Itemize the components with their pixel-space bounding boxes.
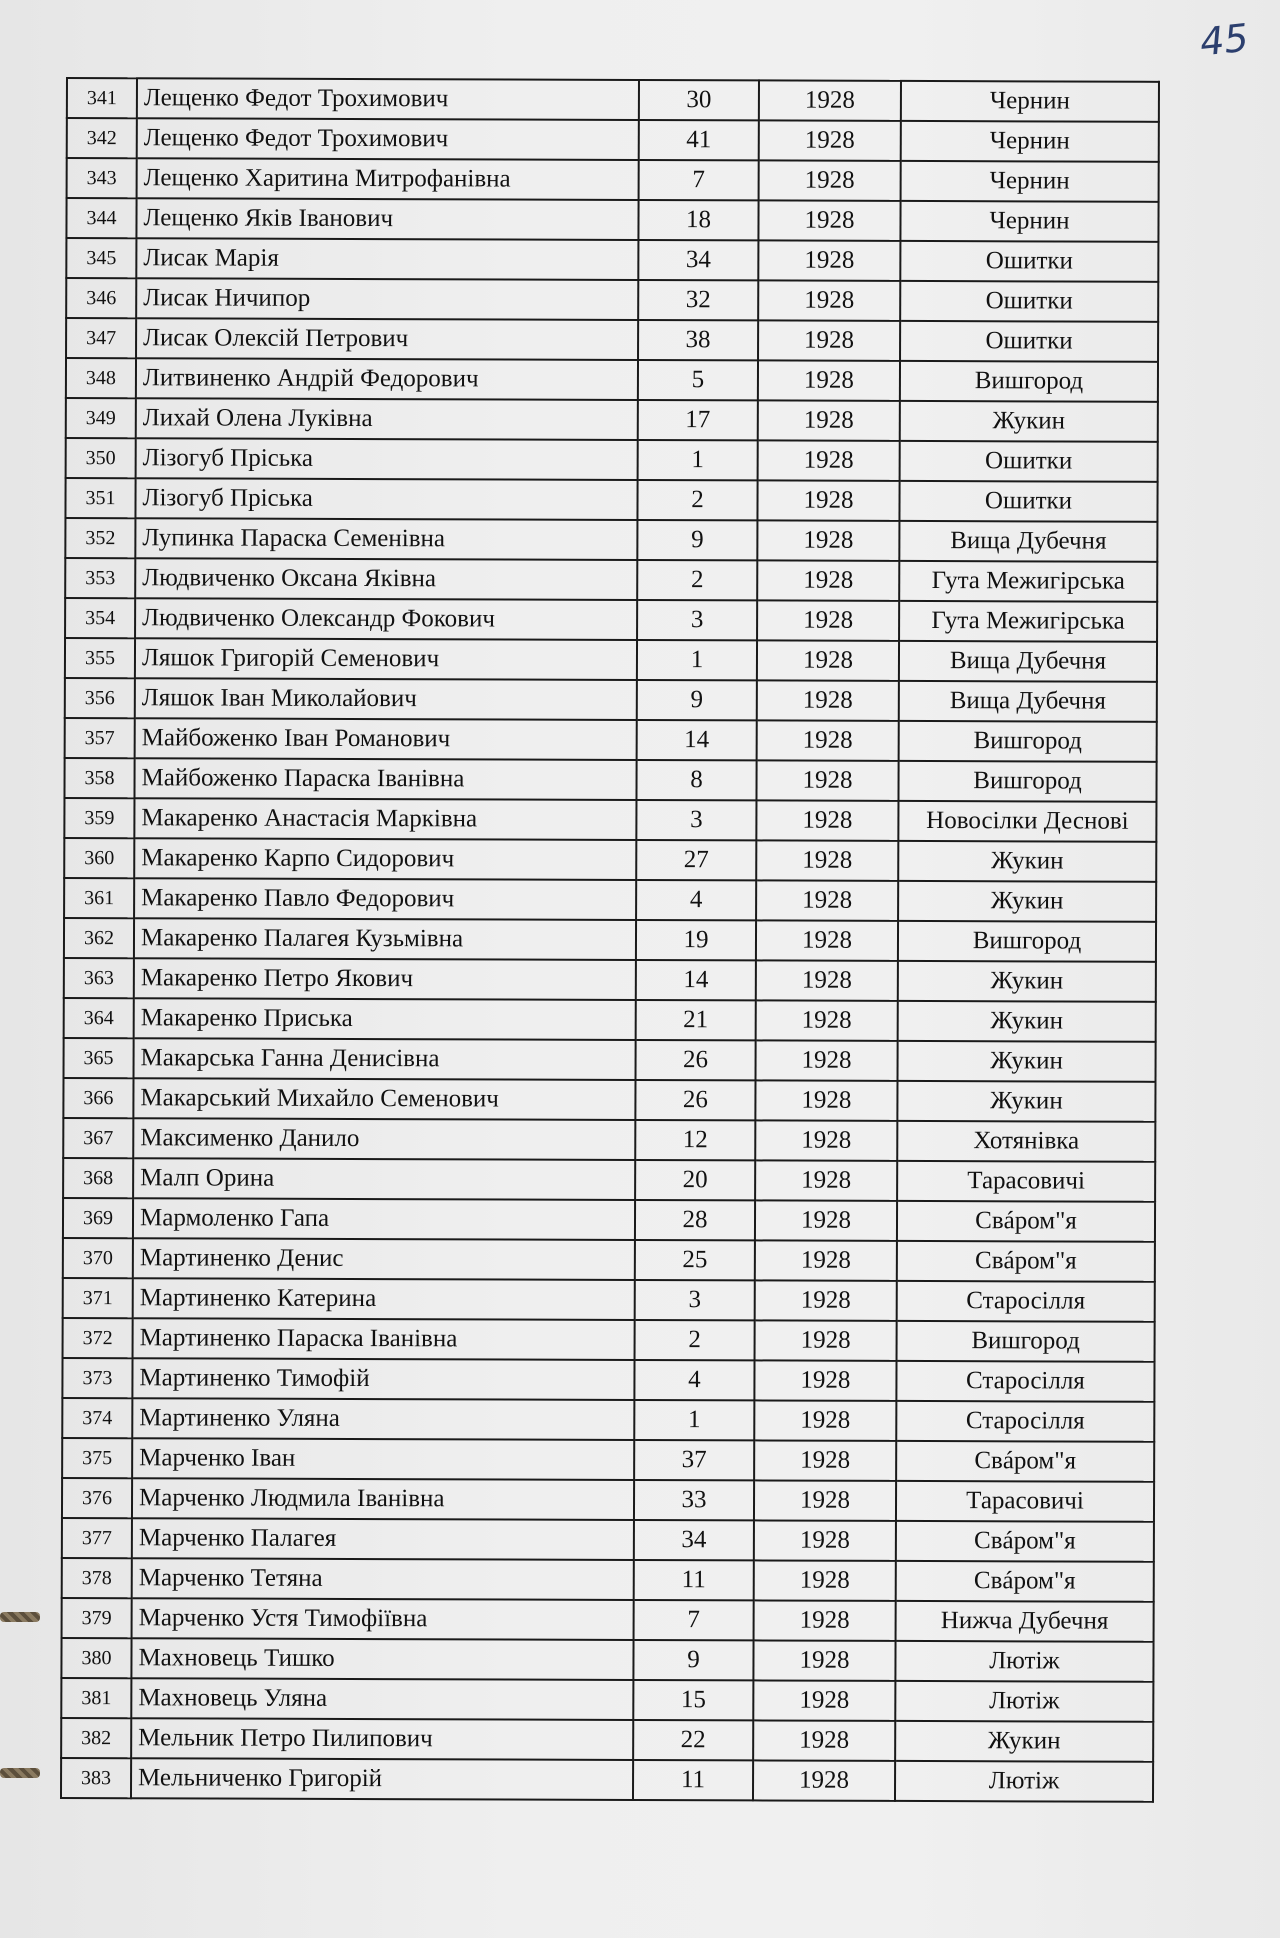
table-row xyxy=(62,1438,1154,1482)
records-table xyxy=(60,77,1160,1803)
age-value: 15 xyxy=(633,1680,753,1720)
age-value: 17 xyxy=(638,400,758,440)
person-name: Марченко Тетяна xyxy=(132,1558,634,1600)
year-value: 1928 xyxy=(755,1320,897,1360)
person-name: Максименко Данило xyxy=(133,1118,635,1160)
age-value: 21 xyxy=(636,1000,756,1040)
year-value: 1928 xyxy=(754,1600,896,1640)
person-name: Людвиченко Оксана Яківна xyxy=(135,558,637,600)
person-name: Марченко Устя Тимофіївна xyxy=(132,1598,634,1640)
table-row xyxy=(64,758,1156,802)
age-value: 12 xyxy=(635,1120,755,1160)
age-value: 34 xyxy=(634,1520,754,1560)
place-name: Вишгород xyxy=(900,361,1158,402)
year-value: 1928 xyxy=(757,600,899,640)
table-row xyxy=(62,1478,1154,1522)
year-value: 1928 xyxy=(756,1000,898,1040)
age-value: 25 xyxy=(635,1240,755,1280)
year-value: 1928 xyxy=(754,1560,896,1600)
table-row xyxy=(65,478,1157,522)
row-number: 369 xyxy=(63,1198,133,1238)
row-number: 373 xyxy=(62,1358,132,1398)
place-name: Ошитки xyxy=(899,481,1157,522)
row-number: 370 xyxy=(63,1238,133,1278)
person-name: Лихай Олена Луківна xyxy=(136,398,638,440)
place-name: Жукин xyxy=(898,1001,1156,1042)
place-name: Лютіж xyxy=(895,1641,1153,1682)
row-number: 363 xyxy=(64,958,134,998)
place-name: Жукин xyxy=(898,881,1156,922)
place-name: Жукин xyxy=(897,1081,1155,1122)
table-row xyxy=(62,1558,1154,1602)
row-number: 348 xyxy=(66,358,136,398)
person-name: Майбоженко Параска Іванівна xyxy=(134,758,636,800)
person-name: Лещенко Федот Трохимович xyxy=(137,118,639,160)
row-number: 379 xyxy=(62,1598,132,1638)
table-row xyxy=(66,198,1158,242)
year-value: 1928 xyxy=(756,880,898,920)
row-number: 383 xyxy=(61,1758,131,1798)
page-number: 45 xyxy=(1197,15,1251,65)
place-name: Ошитки xyxy=(900,321,1158,362)
binding-string xyxy=(0,1612,40,1622)
person-name: Марченко Іван xyxy=(132,1438,634,1480)
table-row xyxy=(61,1638,1153,1682)
binding-string xyxy=(0,1768,40,1778)
row-number: 341 xyxy=(67,78,137,118)
year-value: 1928 xyxy=(755,1080,897,1120)
year-value: 1928 xyxy=(757,640,899,680)
person-name: Махновець Тишко xyxy=(131,1638,633,1680)
row-number: 356 xyxy=(65,678,135,718)
age-value: 34 xyxy=(638,240,758,280)
row-number: 347 xyxy=(66,318,136,358)
age-value: 4 xyxy=(634,1360,754,1400)
age-value: 2 xyxy=(637,480,757,520)
table-row xyxy=(65,718,1157,762)
year-value: 1928 xyxy=(756,760,898,800)
year-value: 1928 xyxy=(754,1360,896,1400)
row-number: 350 xyxy=(66,438,136,478)
year-value: 1928 xyxy=(758,400,900,440)
place-name: Жукин xyxy=(898,961,1156,1002)
records-table-body xyxy=(61,78,1159,1802)
table-row xyxy=(63,1198,1155,1242)
person-name: Макаренко Павло Федорович xyxy=(134,878,636,920)
age-value: 3 xyxy=(636,800,756,840)
row-number: 374 xyxy=(62,1398,132,1438)
person-name: Мартиненко Параска Іванівна xyxy=(133,1318,635,1360)
table-row xyxy=(61,1758,1153,1802)
row-number: 345 xyxy=(66,238,136,278)
place-name: Вишгород xyxy=(897,1321,1155,1362)
age-value: 26 xyxy=(636,1040,756,1080)
row-number: 382 xyxy=(61,1718,131,1758)
person-name: Макарська Ганна Денисівна xyxy=(134,1038,636,1080)
row-number: 381 xyxy=(61,1678,131,1718)
age-value: 30 xyxy=(639,80,759,120)
table-row xyxy=(64,958,1156,1002)
place-name: Свáром"я xyxy=(896,1521,1154,1562)
table-row xyxy=(64,918,1156,962)
year-value: 1928 xyxy=(757,720,899,760)
table-row xyxy=(65,638,1157,682)
person-name: Лізогуб Пріська xyxy=(136,438,638,480)
year-value: 1928 xyxy=(755,1160,897,1200)
person-name: Мартиненко Тимофій xyxy=(132,1358,634,1400)
table-row xyxy=(64,878,1156,922)
year-value: 1928 xyxy=(754,1480,896,1520)
person-name: Мартиненко Денис xyxy=(133,1238,635,1280)
person-name: Ляшок Григорій Семенович xyxy=(135,638,637,680)
row-number: 366 xyxy=(63,1078,133,1118)
age-value: 38 xyxy=(638,320,758,360)
table-row xyxy=(66,278,1158,322)
age-value: 3 xyxy=(637,600,757,640)
table-row xyxy=(66,238,1158,282)
person-name: Махновець Уляна xyxy=(131,1678,633,1720)
table-row xyxy=(64,838,1156,882)
table-row xyxy=(63,1278,1155,1322)
place-name: Вишгород xyxy=(899,721,1157,762)
table-row xyxy=(62,1598,1154,1642)
row-number: 380 xyxy=(61,1638,131,1678)
row-number: 357 xyxy=(65,718,135,758)
year-value: 1928 xyxy=(757,520,899,560)
place-name: Гута Межигірська xyxy=(899,561,1157,602)
table-row xyxy=(65,678,1157,722)
place-name: Ошитки xyxy=(900,441,1158,482)
person-name: Лещенко Харитина Митрофанівна xyxy=(137,158,639,200)
table-row xyxy=(61,1678,1153,1722)
table-row xyxy=(66,398,1158,442)
place-name: Гута Межигірська xyxy=(899,601,1157,642)
row-number: 362 xyxy=(64,918,134,958)
place-name: Тарасовичі xyxy=(897,1161,1155,1202)
row-number: 376 xyxy=(62,1478,132,1518)
row-number: 344 xyxy=(66,198,136,238)
age-value: 18 xyxy=(638,200,758,240)
place-name: Лютіж xyxy=(895,1761,1153,1802)
row-number: 353 xyxy=(65,558,135,598)
age-value: 14 xyxy=(637,720,757,760)
place-name: Жукин xyxy=(900,401,1158,442)
table-row xyxy=(65,558,1157,602)
age-value: 22 xyxy=(633,1720,753,1760)
age-value: 11 xyxy=(633,1760,753,1800)
row-number: 378 xyxy=(62,1558,132,1598)
row-number: 359 xyxy=(64,798,134,838)
year-value: 1928 xyxy=(754,1440,896,1480)
table-row xyxy=(62,1518,1154,1562)
age-value: 3 xyxy=(635,1280,755,1320)
place-name: Старосілля xyxy=(896,1401,1154,1442)
row-number: 367 xyxy=(63,1118,133,1158)
row-number: 371 xyxy=(63,1278,133,1318)
year-value: 1928 xyxy=(753,1680,895,1720)
person-name: Макаренко Приська xyxy=(134,998,636,1040)
place-name: Свáром"я xyxy=(896,1561,1154,1602)
person-name: Макаренко Палагея Кузьмівна xyxy=(134,918,636,960)
person-name: Мартиненко Катерина xyxy=(133,1278,635,1320)
row-number: 365 xyxy=(64,1038,134,1078)
person-name: Майбоженко Іван Романович xyxy=(135,718,637,760)
place-name: Вишгород xyxy=(898,761,1156,802)
year-value: 1928 xyxy=(757,560,899,600)
row-number: 355 xyxy=(65,638,135,678)
row-number: 372 xyxy=(63,1318,133,1358)
age-value: 7 xyxy=(634,1600,754,1640)
table-row xyxy=(63,1318,1155,1362)
place-name: Старосілля xyxy=(896,1361,1154,1402)
year-value: 1928 xyxy=(753,1720,895,1760)
person-name: Мармоленко Гапа xyxy=(133,1198,635,1240)
place-name: Лютіж xyxy=(895,1681,1153,1722)
person-name: Лисак Ничипор xyxy=(136,278,638,320)
table-row xyxy=(66,358,1158,402)
row-number: 377 xyxy=(62,1518,132,1558)
place-name: Свáром"я xyxy=(897,1201,1155,1242)
table-row xyxy=(64,1038,1156,1082)
age-value: 2 xyxy=(637,560,757,600)
table-row xyxy=(67,78,1159,122)
year-value: 1928 xyxy=(756,840,898,880)
year-value: 1928 xyxy=(758,280,900,320)
table-row xyxy=(62,1398,1154,1442)
year-value: 1928 xyxy=(758,440,900,480)
row-number: 342 xyxy=(67,118,137,158)
place-name: Вища Дубечня xyxy=(899,521,1157,562)
year-value: 1928 xyxy=(755,1200,897,1240)
row-number: 368 xyxy=(63,1158,133,1198)
person-name: Лисак Олексій Петрович xyxy=(136,318,638,360)
year-value: 1928 xyxy=(755,1240,897,1280)
year-value: 1928 xyxy=(753,1640,895,1680)
row-number: 360 xyxy=(64,838,134,878)
person-name: Марченко Людмила Іванівна xyxy=(132,1478,634,1520)
age-value: 28 xyxy=(635,1200,755,1240)
table-row xyxy=(63,1118,1155,1162)
year-value: 1928 xyxy=(755,1120,897,1160)
place-name: Новосілки Деснові xyxy=(898,801,1156,842)
person-name: Лізогуб Пріська xyxy=(135,478,637,520)
table-row xyxy=(66,318,1158,362)
age-value: 33 xyxy=(634,1480,754,1520)
person-name: Мартиненко Уляна xyxy=(132,1398,634,1440)
place-name: Вища Дубечня xyxy=(899,681,1157,722)
year-value: 1928 xyxy=(759,120,901,160)
table-row xyxy=(61,1718,1153,1762)
person-name: Лисак Марія xyxy=(136,238,638,280)
year-value: 1928 xyxy=(758,320,900,360)
place-name: Ошитки xyxy=(900,281,1158,322)
age-value: 7 xyxy=(639,160,759,200)
person-name: Макарський Михайло Семенович xyxy=(133,1078,635,1120)
age-value: 9 xyxy=(637,680,757,720)
age-value: 1 xyxy=(634,1400,754,1440)
year-value: 1928 xyxy=(754,1400,896,1440)
person-name: Лупинка Параска Семенівна xyxy=(135,518,637,560)
year-value: 1928 xyxy=(759,80,901,120)
year-value: 1928 xyxy=(756,960,898,1000)
place-name: Жукин xyxy=(895,1721,1153,1762)
age-value: 11 xyxy=(634,1560,754,1600)
row-number: 346 xyxy=(66,278,136,318)
year-value: 1928 xyxy=(754,1520,896,1560)
age-value: 19 xyxy=(636,920,756,960)
place-name: Ошитки xyxy=(900,241,1158,282)
person-name: Макаренко Карпо Сидорович xyxy=(134,838,636,880)
age-value: 20 xyxy=(635,1160,755,1200)
place-name: Вища Дубечня xyxy=(899,641,1157,682)
place-name: Чернин xyxy=(901,161,1159,202)
year-value: 1928 xyxy=(757,680,899,720)
person-name: Макаренко Анастасія Марківна xyxy=(134,798,636,840)
person-name: Лещенко Федот Трохимович xyxy=(137,78,639,120)
table-row xyxy=(63,1078,1155,1122)
table-row xyxy=(66,438,1158,482)
person-name: Марченко Палагея xyxy=(132,1518,634,1560)
age-value: 1 xyxy=(638,440,758,480)
place-name: Жукин xyxy=(898,841,1156,882)
age-value: 32 xyxy=(638,280,758,320)
year-value: 1928 xyxy=(758,200,900,240)
row-number: 361 xyxy=(64,878,134,918)
person-name: Мельник Петро Пилипович xyxy=(131,1718,633,1760)
year-value: 1928 xyxy=(755,1280,897,1320)
place-name: Чернин xyxy=(900,201,1158,242)
age-value: 8 xyxy=(636,760,756,800)
row-number: 352 xyxy=(65,518,135,558)
age-value: 37 xyxy=(634,1440,754,1480)
row-number: 375 xyxy=(62,1438,132,1478)
row-number: 349 xyxy=(66,398,136,438)
place-name: Чернин xyxy=(901,81,1159,122)
table-row xyxy=(63,1238,1155,1282)
person-name: Малп Орина xyxy=(133,1158,635,1200)
age-value: 2 xyxy=(635,1320,755,1360)
row-number: 343 xyxy=(67,158,137,198)
place-name: Вишгород xyxy=(898,921,1156,962)
age-value: 4 xyxy=(636,880,756,920)
place-name: Хотянівка xyxy=(897,1121,1155,1162)
age-value: 5 xyxy=(638,360,758,400)
person-name: Людвиченко Олександр Фокович xyxy=(135,598,637,640)
place-name: Нижча Дубечня xyxy=(896,1601,1154,1642)
person-name: Ляшок Іван Миколайович xyxy=(135,678,637,720)
table-row xyxy=(64,798,1156,842)
age-value: 14 xyxy=(636,960,756,1000)
age-value: 27 xyxy=(636,840,756,880)
table-row xyxy=(62,1358,1154,1402)
person-name: Мельниченко Григорій xyxy=(131,1758,633,1800)
age-value: 9 xyxy=(633,1640,753,1680)
table-row xyxy=(67,158,1159,202)
table-row xyxy=(65,518,1157,562)
place-name: Свáром"я xyxy=(896,1441,1154,1482)
row-number: 354 xyxy=(65,598,135,638)
place-name: Старосілля xyxy=(897,1281,1155,1322)
age-value: 41 xyxy=(639,120,759,160)
year-value: 1928 xyxy=(753,1760,895,1800)
year-value: 1928 xyxy=(759,160,901,200)
table-row xyxy=(64,998,1156,1042)
row-number: 364 xyxy=(64,998,134,1038)
year-value: 1928 xyxy=(756,920,898,960)
person-name: Макаренко Петро Якович xyxy=(134,958,636,1000)
table-row xyxy=(67,118,1159,162)
place-name: Свáром"я xyxy=(897,1241,1155,1282)
year-value: 1928 xyxy=(756,800,898,840)
year-value: 1928 xyxy=(758,240,900,280)
age-value: 1 xyxy=(637,640,757,680)
table-row xyxy=(65,598,1157,642)
row-number: 358 xyxy=(64,758,134,798)
person-name: Литвиненко Андрій Федорович xyxy=(136,358,638,400)
year-value: 1928 xyxy=(758,360,900,400)
year-value: 1928 xyxy=(757,480,899,520)
age-value: 26 xyxy=(635,1080,755,1120)
place-name: Чернин xyxy=(901,121,1159,162)
place-name: Тарасовичі xyxy=(896,1481,1154,1522)
age-value: 9 xyxy=(637,520,757,560)
table-row xyxy=(63,1158,1155,1202)
person-name: Лещенко Яків Іванович xyxy=(136,198,638,240)
place-name: Жукин xyxy=(898,1041,1156,1082)
year-value: 1928 xyxy=(756,1040,898,1080)
row-number: 351 xyxy=(65,478,135,518)
